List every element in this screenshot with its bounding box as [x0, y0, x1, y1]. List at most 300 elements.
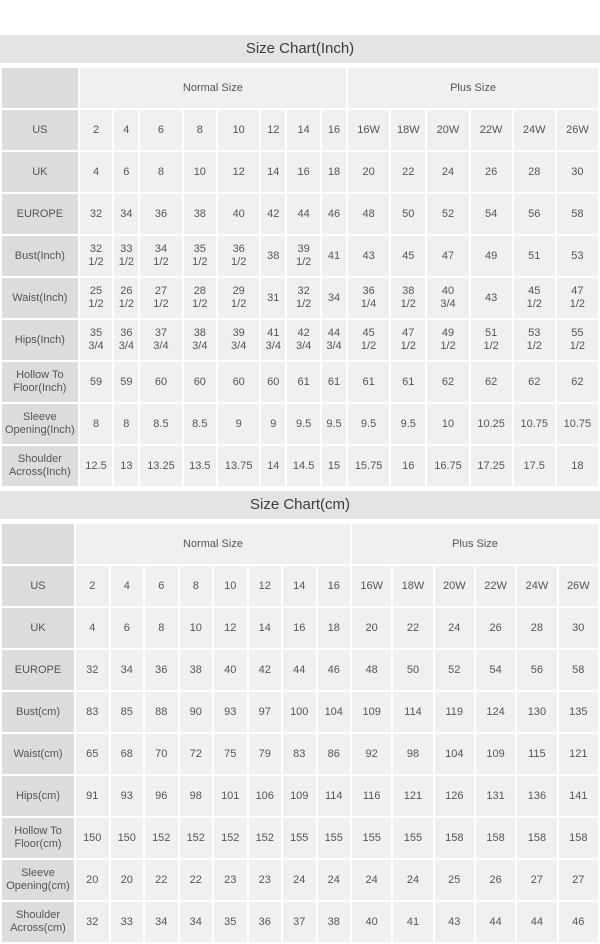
size-cell: 9.5: [391, 404, 425, 444]
size-cell: 60: [218, 362, 259, 402]
size-cell: 8: [180, 566, 213, 606]
row-label: EUROPE: [2, 194, 78, 234]
size-cell: 13.75: [218, 446, 259, 486]
size-cell: 8: [140, 152, 181, 192]
size-cell: 4: [111, 566, 144, 606]
size-cell: 12: [261, 110, 285, 150]
size-cell: 44: [517, 902, 556, 942]
size-cell: 44: [476, 902, 515, 942]
size-cell: 121: [393, 776, 432, 816]
table-row: [2, 734, 598, 774]
size-cell: 23: [214, 860, 247, 900]
table-row: [2, 194, 598, 234]
size-cell: 6: [111, 608, 144, 648]
size-cell: 16W: [352, 566, 391, 606]
size-cell: 101: [214, 776, 247, 816]
size-cell: 9.5: [287, 404, 320, 444]
size-cell: 22: [391, 152, 425, 192]
size-cell: 27 1/2: [140, 278, 181, 318]
row-label: UK: [2, 152, 78, 192]
size-cell: 32 1/2: [287, 278, 320, 318]
size-cell: 48: [352, 650, 391, 690]
size-cell: 24: [393, 860, 432, 900]
size-cell: 2: [80, 110, 113, 150]
size-cell: 114: [393, 692, 432, 732]
size-cell: 32: [80, 194, 113, 234]
size-cell: 60: [261, 362, 285, 402]
size-cell: 38: [318, 902, 351, 942]
size-cell: 150: [76, 818, 109, 858]
size-cell: 14: [249, 608, 282, 648]
table-row: [2, 608, 598, 648]
size-cell: 44: [283, 650, 316, 690]
table-row: [2, 860, 598, 900]
table-row: [2, 446, 598, 486]
size-cell: 26: [476, 860, 515, 900]
group-header-row: [2, 68, 598, 108]
size-cell: 37: [283, 902, 316, 942]
size-cell: 65: [76, 734, 109, 774]
group-header-normal-size: Normal Size: [76, 524, 350, 564]
table-row: [2, 236, 598, 276]
size-cell: 49 1/2: [427, 320, 468, 360]
size-cell: 152: [145, 818, 178, 858]
size-cell: 42 3/4: [287, 320, 320, 360]
size-cell: 38: [261, 236, 285, 276]
size-cell: 38: [184, 194, 217, 234]
size-cell: 131: [476, 776, 515, 816]
size-cell: 121: [559, 734, 598, 774]
size-cell: 158: [435, 818, 474, 858]
size-cell: 83: [283, 734, 316, 774]
size-cell: 45: [391, 236, 425, 276]
size-cell: 104: [318, 692, 351, 732]
table-row: [2, 110, 598, 150]
size-cell: 18: [322, 152, 346, 192]
size-cell: 30: [557, 152, 598, 192]
table-row: [2, 278, 598, 318]
size-cell: 106: [249, 776, 282, 816]
size-cell: 104: [435, 734, 474, 774]
size-cell: 152: [249, 818, 282, 858]
size-cell: 109: [283, 776, 316, 816]
row-label: UK: [2, 608, 74, 648]
size-cell: 9: [218, 404, 259, 444]
size-cell: 4: [80, 152, 113, 192]
size-cell: 44 3/4: [322, 320, 346, 360]
table-row: [2, 152, 598, 192]
size-cell: 40: [218, 194, 259, 234]
size-cell: 39 1/2: [287, 236, 320, 276]
size-cell: 23: [249, 860, 282, 900]
size-cell: 9.5: [322, 404, 346, 444]
size-cell: 12: [218, 152, 259, 192]
row-label: Waist(cm): [2, 734, 74, 774]
size-cell: 35 3/4: [80, 320, 113, 360]
size-cell: 109: [352, 692, 391, 732]
size-cell: 46: [322, 194, 346, 234]
row-label: EUROPE: [2, 650, 74, 690]
size-cell: 47: [427, 236, 468, 276]
size-cell: 2: [76, 566, 109, 606]
table-row: [2, 650, 598, 690]
size-cell: 34: [322, 278, 346, 318]
size-cell: 46: [318, 650, 351, 690]
size-cell: 20: [348, 152, 389, 192]
size-cell: 62: [471, 362, 512, 402]
size-cell: 13.5: [184, 446, 217, 486]
row-label: Sleeve Opening(Inch): [2, 404, 78, 444]
row-label: Shoulder Across(Inch): [2, 446, 78, 486]
size-cell: 60: [184, 362, 217, 402]
size-cell: 136: [517, 776, 556, 816]
size-cell: 155: [352, 818, 391, 858]
size-cell: 22: [145, 860, 178, 900]
size-cell: 30: [559, 608, 598, 648]
size-cell: 36 1/2: [218, 236, 259, 276]
size-cell: 8: [184, 110, 217, 150]
row-label: Sleeve Opening(cm): [2, 860, 74, 900]
size-cell: 93: [214, 692, 247, 732]
size-cell: 41: [322, 236, 346, 276]
size-cell: 60: [140, 362, 181, 402]
size-cell: 25 1/2: [80, 278, 113, 318]
size-cell: 115: [517, 734, 556, 774]
size-cell: 34: [114, 194, 138, 234]
table-row: [2, 818, 598, 858]
row-label: US: [2, 110, 78, 150]
size-cell: 158: [517, 818, 556, 858]
size-cell: 10: [180, 608, 213, 648]
size-cell: 54: [471, 194, 512, 234]
size-cell: 24: [283, 860, 316, 900]
row-label: Bust(Inch): [2, 236, 78, 276]
size-cell: 51: [514, 236, 555, 276]
size-cell: 26: [476, 608, 515, 648]
size-cell: 8: [145, 608, 178, 648]
size-cell: 36: [249, 902, 282, 942]
size-cell: 28 1/2: [184, 278, 217, 318]
size-cell: 33 1/2: [114, 236, 138, 276]
size-cell: 14: [261, 152, 285, 192]
size-cell: 124: [476, 692, 515, 732]
size-cell: 155: [393, 818, 432, 858]
table-row: [2, 902, 598, 942]
size-cell: 39 3/4: [218, 320, 259, 360]
size-cell: 38 1/2: [391, 278, 425, 318]
table-row: [2, 320, 598, 360]
size-cell: 59: [114, 362, 138, 402]
size-cell: 38 3/4: [184, 320, 217, 360]
size-cell: 68: [111, 734, 144, 774]
size-cell: 141: [559, 776, 598, 816]
size-cell: 13: [114, 446, 138, 486]
size-cell: 10.75: [557, 404, 598, 444]
size-cell: 114: [318, 776, 351, 816]
size-cell: 50: [391, 194, 425, 234]
size-cell: 10: [427, 404, 468, 444]
size-cell: 4: [114, 110, 138, 150]
size-cell: 98: [180, 776, 213, 816]
size-cell: 20: [352, 608, 391, 648]
corner-cell: [2, 68, 78, 108]
size-chart-inch-title: Size Chart(Inch): [0, 35, 600, 63]
table-row: [2, 362, 598, 402]
size-cell: 13.25: [140, 446, 181, 486]
size-cell: 53: [557, 236, 598, 276]
size-cell: 86: [318, 734, 351, 774]
size-cell: 27: [517, 860, 556, 900]
size-cell: 158: [476, 818, 515, 858]
size-cell: 16: [391, 446, 425, 486]
size-cell: 20W: [435, 566, 474, 606]
size-cell: 90: [180, 692, 213, 732]
size-cell: 10: [184, 152, 217, 192]
size-cell: 14: [287, 110, 320, 150]
size-cell: 85: [111, 692, 144, 732]
size-cell: 62: [427, 362, 468, 402]
size-cell: 8.5: [140, 404, 181, 444]
size-cell: 24: [352, 860, 391, 900]
size-cell: 62: [557, 362, 598, 402]
size-cell: 10.75: [514, 404, 555, 444]
size-cell: 15: [322, 446, 346, 486]
size-cell: 55 1/2: [557, 320, 598, 360]
size-cell: 119: [435, 692, 474, 732]
size-cell: 50: [393, 650, 432, 690]
size-cell: 48: [348, 194, 389, 234]
size-cell: 22: [180, 860, 213, 900]
size-cell: 4: [76, 608, 109, 648]
size-cell: 41 3/4: [261, 320, 285, 360]
size-cell: 10.25: [471, 404, 512, 444]
size-cell: 45 1/2: [348, 320, 389, 360]
size-cell: 12: [214, 608, 247, 648]
size-cell: 14: [261, 446, 285, 486]
size-cell: 44: [287, 194, 320, 234]
row-label: Hips(Inch): [2, 320, 78, 360]
size-cell: 40 3/4: [427, 278, 468, 318]
size-cell: 9: [261, 404, 285, 444]
size-cell: 61: [391, 362, 425, 402]
size-cell: 24: [435, 608, 474, 648]
size-cell: 54: [476, 650, 515, 690]
group-header-plus-size: Plus Size: [348, 68, 598, 108]
size-cell: 52: [427, 194, 468, 234]
size-cell: 43: [435, 902, 474, 942]
size-cell: 28: [517, 608, 556, 648]
size-cell: 22W: [471, 110, 512, 150]
size-cell: 43: [348, 236, 389, 276]
size-cell: 109: [476, 734, 515, 774]
size-cell: 61: [322, 362, 346, 402]
size-cell: 155: [283, 818, 316, 858]
size-cell: 41: [393, 902, 432, 942]
size-cell: 20: [111, 860, 144, 900]
table-row: [2, 692, 598, 732]
size-cell: 22: [393, 608, 432, 648]
size-cell: 34 1/2: [140, 236, 181, 276]
size-cell: 27: [559, 860, 598, 900]
size-cell: 26: [471, 152, 512, 192]
size-cell: 18W: [391, 110, 425, 150]
size-cell: 25: [435, 860, 474, 900]
size-cell: 20: [76, 860, 109, 900]
size-cell: 36 3/4: [114, 320, 138, 360]
size-cell: 12.5: [80, 446, 113, 486]
size-cell: 43: [471, 278, 512, 318]
row-label: Bust(cm): [2, 692, 74, 732]
size-cell: 130: [517, 692, 556, 732]
size-cell: 8.5: [184, 404, 217, 444]
size-cell: 14: [283, 566, 316, 606]
size-cell: 59: [80, 362, 113, 402]
size-chart-cm-title: Size Chart(cm): [0, 491, 600, 519]
size-chart-inch-section: [0, 35, 600, 488]
size-cell: 93: [111, 776, 144, 816]
row-label: US: [2, 566, 74, 606]
size-cell: 91: [76, 776, 109, 816]
size-cell: 8: [80, 404, 113, 444]
size-cell: 18: [557, 446, 598, 486]
size-cell: 24W: [517, 566, 556, 606]
size-cell: 14.5: [287, 446, 320, 486]
size-cell: 28: [514, 152, 555, 192]
size-cell: 17.5: [514, 446, 555, 486]
size-cell: 35 1/2: [184, 236, 217, 276]
group-header-row: [2, 524, 598, 564]
size-cell: 152: [214, 818, 247, 858]
size-cell: 152: [180, 818, 213, 858]
size-cell: 42: [261, 194, 285, 234]
size-cell: 10: [214, 566, 247, 606]
size-cell: 34: [111, 650, 144, 690]
size-cell: 9.5: [348, 404, 389, 444]
size-cell: 47 1/2: [557, 278, 598, 318]
size-cell: 20W: [427, 110, 468, 150]
size-cell: 56: [514, 194, 555, 234]
size-cell: 51 1/2: [471, 320, 512, 360]
size-cell: 18W: [393, 566, 432, 606]
size-cell: 17.25: [471, 446, 512, 486]
size-cell: 26 1/2: [114, 278, 138, 318]
size-cell: 15.75: [348, 446, 389, 486]
size-cell: 40: [352, 902, 391, 942]
size-cell: 12: [249, 566, 282, 606]
size-cell: 35: [214, 902, 247, 942]
size-cell: 26W: [557, 110, 598, 150]
size-cell: 34: [145, 902, 178, 942]
row-label: Shoulder Across(cm): [2, 902, 74, 942]
size-cell: 61: [287, 362, 320, 402]
size-cell: 24W: [514, 110, 555, 150]
size-cell: 31: [261, 278, 285, 318]
table-row: [2, 404, 598, 444]
size-cell: 58: [557, 194, 598, 234]
size-cell: 98: [393, 734, 432, 774]
size-cell: 37 3/4: [140, 320, 181, 360]
row-label: Hollow To Floor(Inch): [2, 362, 78, 402]
size-cell: 150: [111, 818, 144, 858]
size-cell: 10: [218, 110, 259, 150]
size-cell: 36: [145, 650, 178, 690]
size-cell: 49: [471, 236, 512, 276]
size-cell: 6: [114, 152, 138, 192]
size-cell: 155: [318, 818, 351, 858]
size-cell: 24: [318, 860, 351, 900]
group-header-plus-size: Plus Size: [352, 524, 598, 564]
size-cell: 126: [435, 776, 474, 816]
size-cell: 83: [76, 692, 109, 732]
size-cell: 88: [145, 692, 178, 732]
size-cell: 16.75: [427, 446, 468, 486]
size-cell: 46: [559, 902, 598, 942]
size-cell: 42: [249, 650, 282, 690]
size-cell: 32: [76, 902, 109, 942]
size-cell: 56: [517, 650, 556, 690]
size-cell: 6: [140, 110, 181, 150]
table-row: [2, 776, 598, 816]
size-cell: 62: [514, 362, 555, 402]
size-cell: 33: [111, 902, 144, 942]
size-cell: 70: [145, 734, 178, 774]
size-cell: 16: [287, 152, 320, 192]
size-cell: 61: [348, 362, 389, 402]
size-cell: 16: [322, 110, 346, 150]
size-cell: 24: [427, 152, 468, 192]
size-cell: 75: [214, 734, 247, 774]
size-cell: 36 1/4: [348, 278, 389, 318]
size-cell: 26W: [559, 566, 598, 606]
corner-cell: [2, 524, 74, 564]
group-header-normal-size: Normal Size: [80, 68, 346, 108]
size-chart-cm-table: [0, 522, 600, 944]
size-cell: 52: [435, 650, 474, 690]
size-cell: 158: [559, 818, 598, 858]
size-chart-cm-section: [0, 491, 600, 944]
size-cell: 79: [249, 734, 282, 774]
size-cell: 6: [145, 566, 178, 606]
row-label: Waist(Inch): [2, 278, 78, 318]
row-label: Hollow To Floor(cm): [2, 818, 74, 858]
size-cell: 40: [214, 650, 247, 690]
size-cell: 32 1/2: [80, 236, 113, 276]
size-cell: 135: [559, 692, 598, 732]
size-cell: 34: [180, 902, 213, 942]
size-cell: 97: [249, 692, 282, 732]
size-cell: 18: [318, 608, 351, 648]
size-cell: 96: [145, 776, 178, 816]
table-row: [2, 566, 598, 606]
size-cell: 53 1/2: [514, 320, 555, 360]
size-cell: 92: [352, 734, 391, 774]
size-cell: 22W: [476, 566, 515, 606]
size-cell: 116: [352, 776, 391, 816]
size-cell: 16: [283, 608, 316, 648]
size-cell: 29 1/2: [218, 278, 259, 318]
size-chart-inch-table: [0, 66, 600, 488]
row-label: Hips(cm): [2, 776, 74, 816]
size-cell: 100: [283, 692, 316, 732]
size-cell: 16W: [348, 110, 389, 150]
size-cell: 72: [180, 734, 213, 774]
size-cell: 8: [114, 404, 138, 444]
size-cell: 36: [140, 194, 181, 234]
size-cell: 32: [76, 650, 109, 690]
size-cell: 58: [559, 650, 598, 690]
size-cell: 38: [180, 650, 213, 690]
size-cell: 45 1/2: [514, 278, 555, 318]
